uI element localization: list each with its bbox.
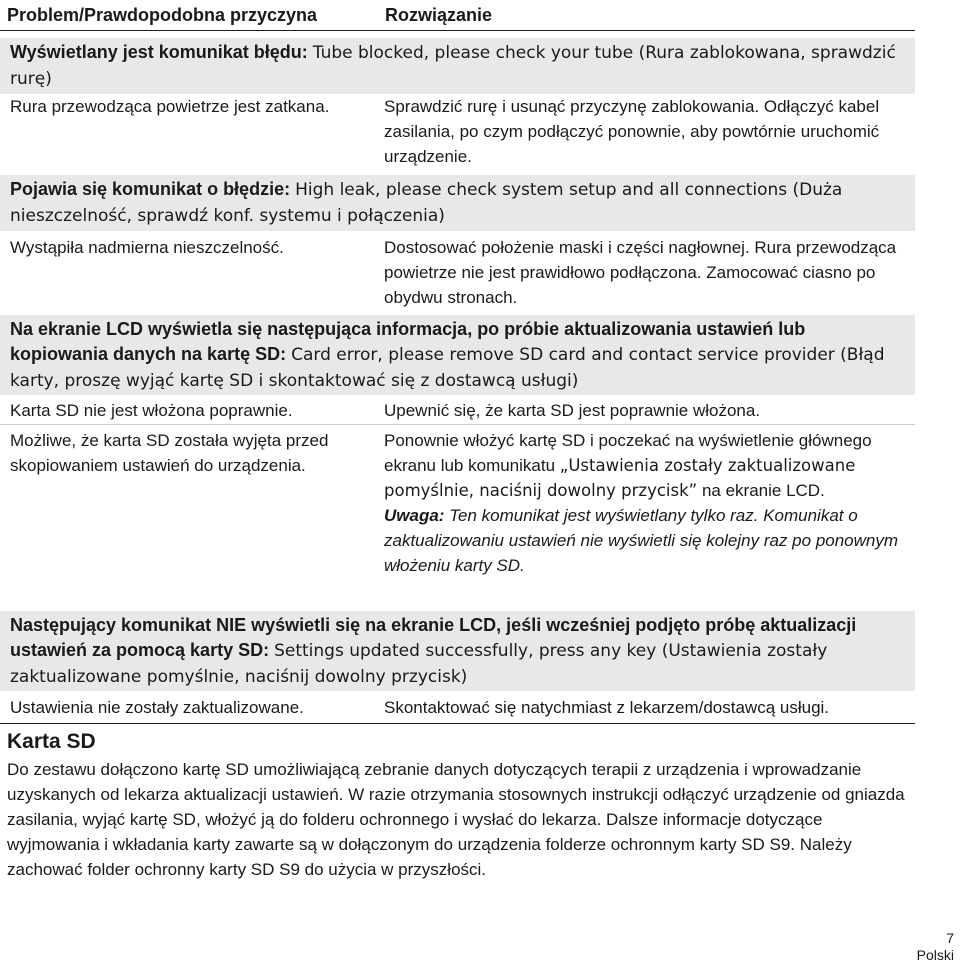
solution-cell: Dostosować położenie maski i części nagłownej. Rura przewodząca powietrze nie jest prawidłowo podłączona. Zamocować ciasno po obydwu stronach. xyxy=(384,238,897,307)
table-row xyxy=(0,695,915,721)
solution-cell xyxy=(384,428,909,578)
issue-message: Card error, please remove SD card and contact service provider (Błąd karty, proszę wyjąć kartę SD i skontaktować się z dostawcą usługi) xyxy=(10,345,885,391)
page-number: 7 xyxy=(946,930,954,946)
cause-cell: Karta SD nie jest włożona poprawnie. xyxy=(10,401,293,420)
row-divider xyxy=(0,424,915,425)
issue-banner-tube-blocked xyxy=(0,38,915,94)
column-header-problem: Problem/Prawdopodobna przyczyna xyxy=(7,5,318,25)
header-divider xyxy=(0,30,915,31)
section-body: Do zestawu dołączono kartę SD umożliwiającą zebranie danych dotyczących terapii z urządzenia i wprowadzanie uzyskanych od lekarza aktualizacji ustawień. W razie otrzymania stosownych instrukcji odłączyć urządzenie od gniazda zasilania, wyjąć kartę SD, włożyć ją do folderu ochronnego i wysłać do lekarza. Dalsze informacje dotyczące wyjmowania i wkładania karty zawarte są w dołączonym do urządzenia folderze ochronnym karty SD S9. Należy zachować folder ochronny karty SD S9 do użycia w przyszłości. xyxy=(7,760,905,879)
solution-cell: Skontaktować się natychmiast z lekarzem/dostawcą usługi. xyxy=(384,698,830,717)
issue-banner-card-error xyxy=(0,315,915,395)
issue-banner-settings-updated xyxy=(0,611,915,691)
solution-text-end: na ekranie LCD. xyxy=(701,481,825,500)
cause-cell: Rura przewodząca powietrze jest zatkana. xyxy=(10,97,330,116)
note-text: Ten komunikat jest wyświetlany tylko raz. Komunikat o zaktualizowaniu ustawień nie wyświetli się kolejny raz po ponownym włożeniu karty SD. xyxy=(384,506,899,575)
issue-label: Na ekranie LCD wyświetla się następująca informacja, po próbie aktualizowania ustawień lub kopiowania danych na kartę SD: xyxy=(10,319,806,364)
solution-text: Ponownie włożyć kartę SD i poczekać na wyświetlenie głównego ekranu lub komunikatu xyxy=(384,431,872,475)
table-row xyxy=(0,398,915,424)
cause-cell: Możliwe, że karta SD została wyjęta przed skopiowaniem ustawień do urządzenia. xyxy=(10,431,329,475)
issue-banner-high-leak xyxy=(0,175,915,231)
table-row xyxy=(0,94,915,174)
solution-cell: Sprawdzić rurę i usunąć przyczynę zablokowania. Odłączyć kabel zasilania, po czym podłączyć ponownie, aby powtórnie uruchomić urządzenie. xyxy=(384,97,880,166)
column-header-solution: Rozwiązanie xyxy=(385,5,493,25)
issue-message: Tube blocked, please check your tube (Rura zablokowana, sprawdzić rurę) xyxy=(10,43,896,89)
page-language: Polski xyxy=(916,947,954,963)
issue-message: High leak, please check system setup and all connections (Duża nieszczelność, sprawdź konf. systemu i połączenia) xyxy=(10,180,843,226)
cause-cell: Ustawienia nie zostały zaktualizowane. xyxy=(10,698,304,717)
issue-label: Pojawia się komunikat o błędzie: xyxy=(10,179,291,199)
table-bottom-rule xyxy=(0,723,915,724)
table-row xyxy=(0,235,915,315)
solution-message: „Ustawienia zostały zaktualizowane pomyślnie, naciśnij dowolny przycisk” xyxy=(384,456,856,500)
cause-cell: Wystąpiła nadmierna nieszczelność. xyxy=(10,238,284,257)
table-row xyxy=(0,428,915,608)
note-label: Uwaga: xyxy=(384,506,445,525)
solution-cell: Upewnić się, że karta SD jest poprawnie włożona. xyxy=(384,401,761,420)
section-title: Karta SD xyxy=(7,730,96,753)
issue-message: Settings updated successfully, press any key (Ustawienia zostały zaktualizowane pomyślnie, naciśnij dowolny przycisk) xyxy=(10,641,828,687)
issue-label: Wyświetlany jest komunikat błędu: xyxy=(10,42,308,62)
issue-label: Następujący komunikat NIE wyświetli się na ekranie LCD, jeśli wcześniej podjęto próbę aktualizacji ustawień za pomocą karty SD: xyxy=(10,615,857,660)
